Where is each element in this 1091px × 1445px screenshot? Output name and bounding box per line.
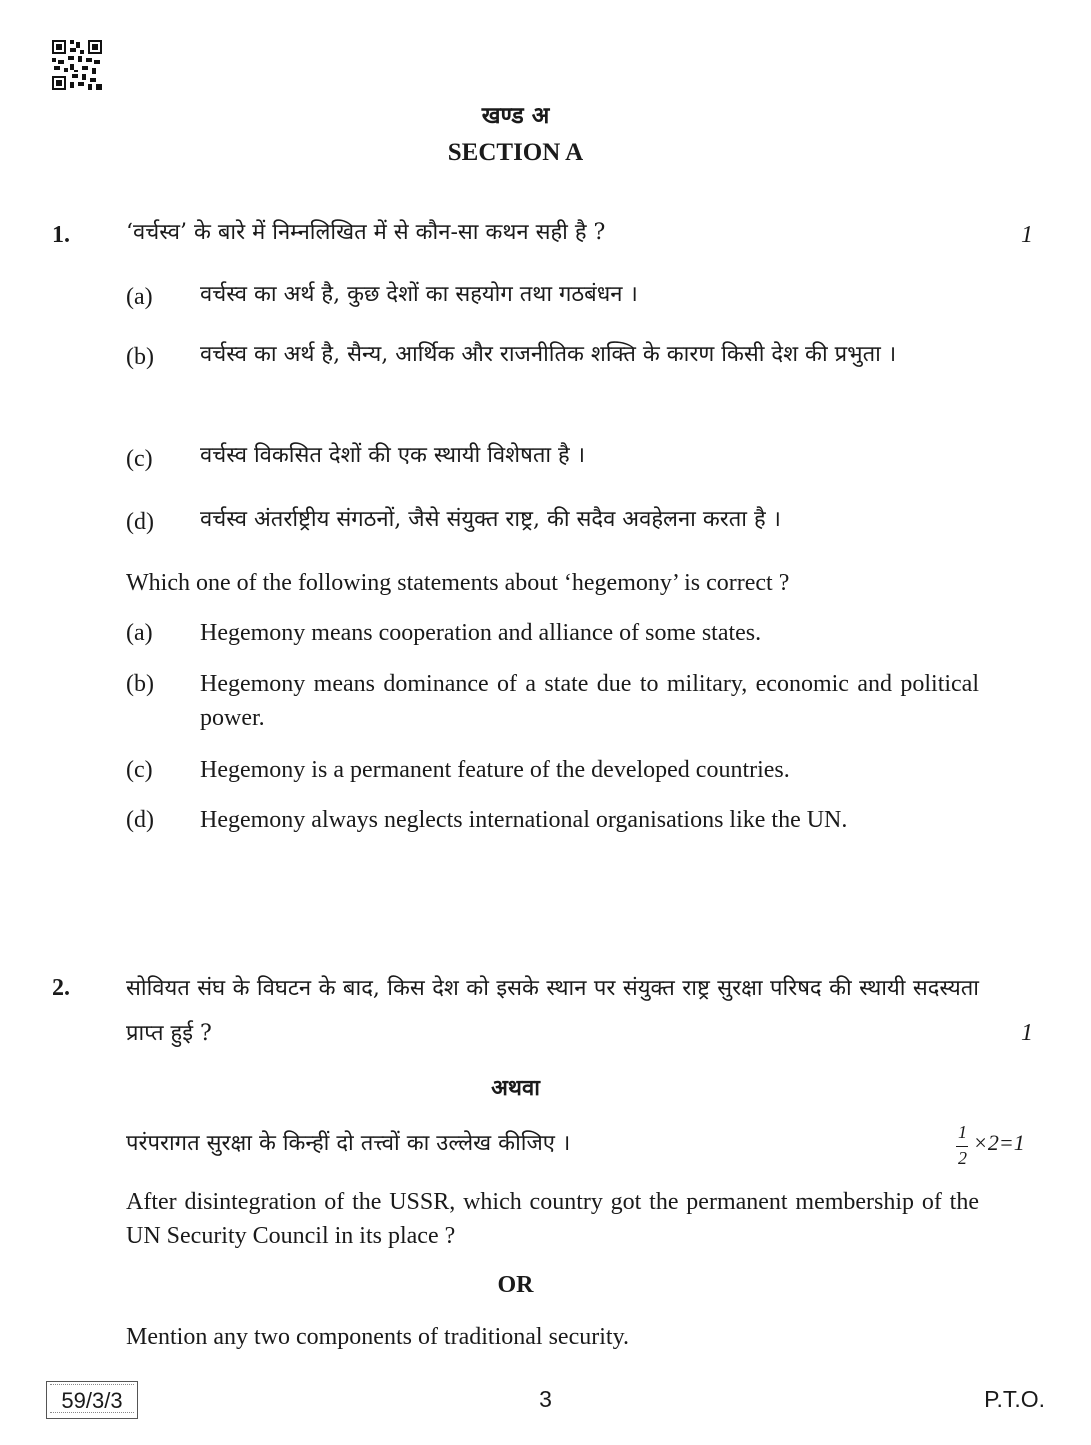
- option-label: (d): [126, 807, 154, 833]
- question-number: 1.: [52, 222, 70, 248]
- section-heading-hindi: खण्ड अ: [481, 102, 550, 129]
- fraction-bar: [956, 1146, 968, 1147]
- question-stem-hindi: सोवियत संघ के विघटन के बाद, किस देश को इसके स्थान पर संयुक्त राष्ट्र सुरक्षा परिषद की स्थायी सदस्यता प्राप्त हुई ?: [126, 976, 979, 1046]
- or-heading-english: OR: [497, 1272, 534, 1298]
- option-label: (c): [126, 757, 153, 783]
- option-label: (b): [126, 671, 154, 697]
- option-label: (d): [126, 509, 154, 535]
- alternative-question-english: Mention any two components of traditional security.: [126, 1324, 630, 1350]
- question-number: 2.: [52, 975, 70, 1001]
- or-heading-hindi: अथवा: [491, 1075, 540, 1101]
- option-label: (a): [126, 620, 153, 646]
- option-text-hindi: वर्चस्व अंतर्राष्ट्रीय संगठनों, जैसे संयुक्त राष्ट्र, की सदैव अवहेलना करता है ।: [200, 507, 781, 532]
- question-marks: 1: [1021, 222, 1033, 248]
- qr-code: [52, 40, 102, 90]
- option-label: (a): [126, 284, 153, 310]
- option-text-hindi: वर्चस्व का अर्थ है, कुछ देशों का सहयोग तथा गठबंधन ।: [200, 282, 638, 307]
- alternative-question-hindi: परंपरागत सुरक्षा के किन्हीं दो तत्त्वों का उल्लेख कीजिए ।: [126, 1131, 571, 1156]
- question-stem-english: After disintegration of the USSR, which country got the permanent membership of the UN Security Council in its place ?: [126, 1189, 979, 1249]
- option-text-english: Hegemony means cooperation and alliance of some states.: [200, 620, 762, 646]
- question-stem-hindi: ‘वर्चस्व’ के बारे में निम्नलिखित में से कौन-सा कथन सही है ?: [126, 220, 606, 245]
- option-text-hindi: वर्चस्व विकसित देशों की एक स्थायी विशेषता है ।: [200, 443, 586, 468]
- option-label: (c): [126, 446, 153, 472]
- page-number: 3: [539, 1386, 552, 1412]
- marks-denominator: 2: [958, 1148, 967, 1168]
- marks-numerator: 1: [958, 1122, 967, 1142]
- question-marks: 1: [1021, 1020, 1033, 1046]
- option-text-english: Hegemony is a permanent feature of the developed countries.: [200, 757, 790, 783]
- option-label: (b): [126, 344, 154, 370]
- please-turn-over: P.T.O.: [984, 1386, 1045, 1412]
- option-text-english: Hegemony means dominance of a state due to military, economic and political power.: [200, 671, 979, 731]
- question-stem-english: Which one of the following statements about ‘hegemony’ is correct ?: [126, 570, 790, 596]
- alternative-marks: [953, 1122, 1033, 1182]
- section-heading-english: SECTION A: [447, 139, 584, 166]
- option-text-hindi: वर्चस्व का अर्थ है, सैन्य, आर्थिक और राजनीतिक शक्ति के कारण किसी देश की प्रभुता ।: [200, 342, 897, 367]
- marks-multiplier: ×2=1: [973, 1130, 1025, 1155]
- option-text-english: Hegemony always neglects international organisations like the UN.: [200, 807, 848, 833]
- paper-code: 59/3/3: [61, 1388, 123, 1413]
